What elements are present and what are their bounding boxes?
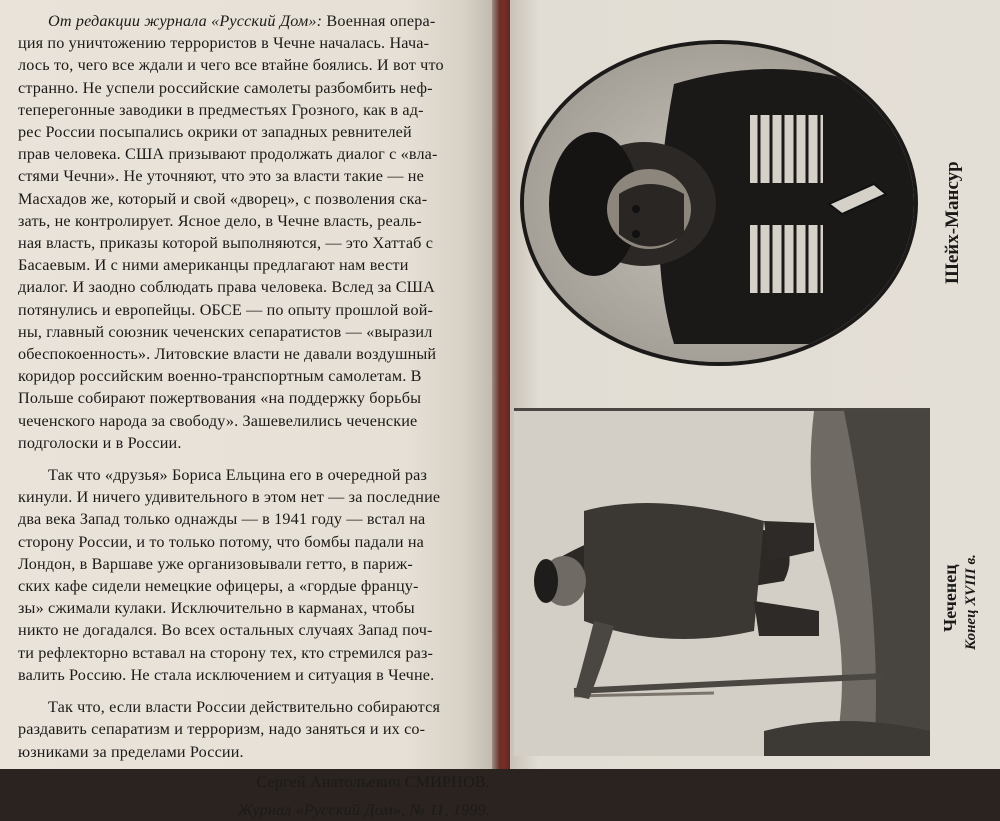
line-text: Масхадов же, который и свой «дворец», с позволения ска-	[18, 189, 428, 208]
line-text: ция по уничтожению террористов в Чечне началась. Нача-	[18, 34, 430, 53]
text-line	[18, 254, 490, 276]
text-line	[18, 597, 490, 619]
editorial-lead: От редакции журнала «Русский Дом»:	[48, 12, 323, 30]
article-text	[18, 10, 490, 821]
text-line	[18, 365, 490, 387]
text-line	[18, 508, 490, 530]
line-text: сторону России, и то только потому, что бомбы падали на	[18, 532, 424, 551]
line-text: Польше собирают пожертвования «на поддержку борьбы	[18, 389, 422, 408]
paragraph-gap	[18, 686, 490, 696]
text-line	[18, 718, 490, 740]
plate-subcaption: Конец XVIII в.	[963, 554, 979, 650]
line-text: зать, не контролирует. Ясное дело, в Чечне власть, реаль-	[18, 211, 422, 230]
text-line	[18, 486, 490, 508]
text-line	[18, 531, 490, 553]
line-text: кинули. И ничего удивительного в этом нет — за последние	[18, 488, 441, 507]
line-text: Басаевым. И с ними американцы предлагают нам вести	[18, 256, 409, 275]
text-line	[18, 10, 490, 32]
text-line	[18, 343, 490, 365]
line-text: ских кафе сидели немецкие офицеры, а «гордые францу-	[18, 577, 419, 596]
text-line	[18, 432, 490, 454]
line-text: два века Запад только однажды — в 1941 году — встал на	[18, 510, 426, 529]
line-text: подголоски и в России.	[18, 433, 182, 452]
line-text: ная власть, приказы которой выполняются, — это Хаттаб с	[18, 234, 434, 253]
paragraph-gap	[18, 454, 490, 464]
text-line	[18, 575, 490, 597]
plate-illustration	[514, 411, 930, 756]
text-line	[18, 387, 490, 409]
line-text: валить Россию. Не стала исключением и ситуация в Чечне.	[18, 665, 435, 684]
text-line	[18, 464, 490, 486]
text-line	[18, 741, 490, 763]
portrait-illustration	[524, 44, 914, 362]
line-text: коридор российским военно-транспортным самолетам. В	[18, 367, 422, 386]
text-line	[18, 321, 490, 343]
text-line	[18, 696, 490, 718]
line-text: теперегонные заводики в предместьях Грозного, как в ад-	[18, 100, 424, 119]
line-text: обеспокоенность». Литовские власти не давали воздушный	[18, 345, 437, 364]
line-text: лось то, чего все ждали и чего все втайне боялись. И вот что	[18, 56, 444, 75]
text-line	[18, 299, 490, 321]
line-text: прав человека. США призывают продолжать диалог с «вла-	[18, 145, 438, 164]
text-line	[18, 99, 490, 121]
text-line	[18, 165, 490, 187]
line-text: никто не догадался. Во всех остальных случаях Запад поч-	[18, 621, 433, 640]
line-text: потянулись и европейцы. ОБСЕ — по опыту прошлой вой-	[18, 300, 434, 319]
line-text: ны, главный союзник чеченских сепаратистов — «выразил	[18, 322, 433, 341]
line-text: Так что «друзья» Бориса Ельцина его в очередной раз	[48, 466, 428, 485]
text-line	[18, 553, 490, 575]
text-line	[18, 410, 490, 432]
plate-chechen	[514, 408, 930, 756]
text-line	[18, 276, 490, 298]
plate-caption: Чеченец	[940, 564, 960, 632]
text-line	[18, 121, 490, 143]
source-citation: Журнал «Русский Дом», № 11, 1999.	[237, 800, 490, 819]
text-line	[18, 642, 490, 664]
line-text: Так что, если власти России действительно собираются	[48, 698, 441, 717]
line-text: диалог. И заодно соблюдать права человека. Вслед за США	[18, 278, 435, 297]
line-text: странно. Не успели российские самолеты разбомбить неф-	[18, 78, 433, 97]
author-signature: Сергей Анатольевич СМИРНОВ.	[256, 772, 490, 791]
line-text: Военная опера-	[322, 12, 436, 30]
line-text: стями Чечни». Не уточняют, что это за власти такие — не	[18, 167, 424, 186]
text-line	[18, 77, 490, 99]
text-line	[18, 54, 490, 76]
text-line	[18, 232, 490, 254]
line-text: юзниками за пределами России.	[18, 742, 244, 761]
line-text: раздавить сепаратизм и терроризм, надо заняться и их со-	[18, 720, 426, 739]
text-line	[18, 188, 490, 210]
line-text: Лондон, в Варшаве уже организовывали гетто, в париж-	[18, 554, 413, 573]
text-line	[18, 32, 490, 54]
text-line	[18, 619, 490, 641]
text-line	[18, 664, 490, 686]
text-line	[18, 143, 490, 165]
line-text: чеченского народа за свободу». Зашевелились чеченские	[18, 411, 418, 430]
portrait-sheikh-mansur	[520, 40, 918, 366]
portrait-caption: Шейх-Мансур	[942, 161, 963, 284]
line-text: рес России посыпались окрики от западных ревнителей	[18, 123, 412, 142]
line-text: зы» сжимали кулаки. Исключительно в карманах, чтобы	[18, 599, 415, 618]
text-line	[18, 210, 490, 232]
line-text: ти рефлекторно вставал на сторону тех, кто стремился раз-	[18, 643, 434, 662]
